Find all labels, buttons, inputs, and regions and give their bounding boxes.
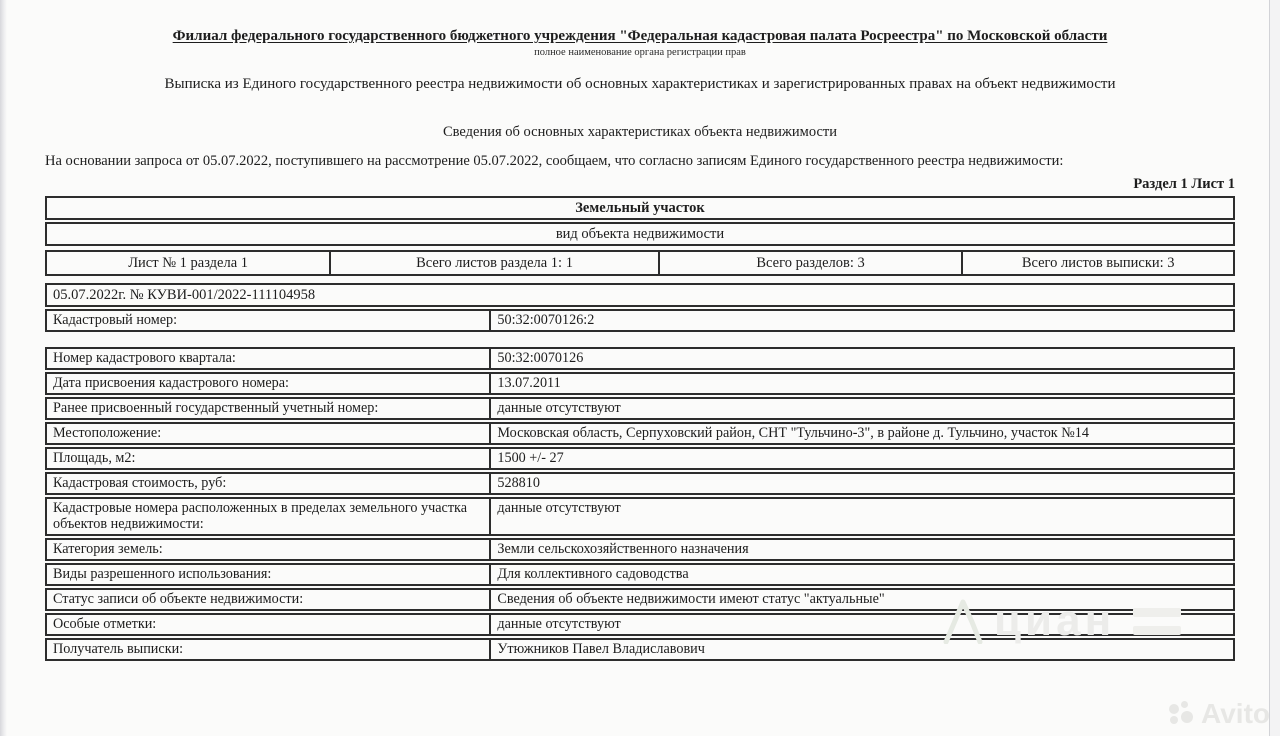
cadastral-number-row: [45, 309, 1235, 332]
main-characteristics-table: [45, 347, 1235, 661]
sheet-info-cell: Всего листов раздела 1: 1: [329, 252, 658, 274]
row-label: Местоположение:: [53, 425, 162, 441]
table-row: [45, 397, 1235, 420]
org-caption: полное наименование органа регистрации прав: [534, 47, 746, 58]
sheet-info-cell: Всего листов выписки: 3: [961, 252, 1233, 274]
request-info-table: [45, 283, 1235, 332]
table-row: [45, 447, 1235, 470]
row-value: Московская область, Серпуховский район, СНТ "Тульчино-3", в районе д. Тульчино, участок №14: [489, 424, 1233, 443]
table-row: [45, 472, 1235, 495]
row-value: данные отсутствуют: [489, 399, 1233, 418]
document-content: [45, 0, 1235, 661]
avito-dots-icon: [1169, 701, 1195, 727]
row-label: Особые отметки:: [53, 616, 157, 632]
table-row: [45, 347, 1235, 370]
table-row: [45, 613, 1235, 636]
row-label: Виды разрешенного использования:: [53, 566, 272, 582]
sheet-label: Раздел 1 Лист 1: [1133, 176, 1235, 192]
doc-title: Выписка из Единого государственного реестра недвижимости об основных характеристиках и зарегистрированных правах на объект недвижимости: [164, 76, 1116, 92]
row-value: 528810: [489, 474, 1233, 493]
row-label: Категория земель:: [53, 541, 163, 557]
table-row: [45, 563, 1235, 586]
row-value: 13.07.2011: [489, 374, 1233, 393]
row-value: 1500 +/- 27: [489, 449, 1233, 468]
row-value: данные отсутствуют: [489, 615, 1233, 634]
row-label: Площадь, м2:: [53, 450, 136, 466]
row-value: данные отсутствуют: [489, 499, 1233, 534]
request-line: На основании запроса от 05.07.2022, поступившего на рассмотрение 05.07.2022, сообщаем, что согласно записям Единого государственного реестра недвижимости:: [45, 153, 1064, 169]
object-type-caption: вид объекта недвижимости: [45, 222, 1235, 246]
row-value: Сведения об объекте недвижимости имеют статус "актуальные": [489, 590, 1233, 609]
request-number-line: 05.07.2022г. № КУВИ-001/2022-111104958: [45, 283, 1235, 307]
row-value: Утюжников Павел Владиславович: [489, 640, 1233, 659]
row-label: Дата присвоения кадастрового номера:: [53, 375, 289, 391]
row-label: Номер кадастрового квартала:: [53, 350, 236, 366]
table-row: [45, 538, 1235, 561]
row-value: 50:32:0070126:2: [489, 311, 1233, 330]
table-row: [45, 372, 1235, 395]
org-title: Филиал федерального государственного бюджетного учреждения "Федеральная кадастровая палата Росреестра" по Московской области: [172, 28, 1108, 44]
table-row: [45, 497, 1235, 536]
sheet-info-table: [45, 250, 1235, 276]
scan-left-edge: [0, 0, 7, 736]
row-label: Кадастровый номер:: [53, 312, 178, 328]
row-value: Земли сельскохозяйственного назначения: [489, 540, 1233, 559]
row-label: Ранее присвоенный государственный учетный номер:: [53, 400, 379, 416]
avito-watermark-text: Avito: [1201, 698, 1270, 729]
scan-right-edge: [1269, 0, 1280, 736]
row-value: 50:32:0070126: [489, 349, 1233, 368]
row-label: Получатель выписки:: [53, 641, 184, 657]
sheet-info-cell: Лист № 1 раздела 1: [128, 255, 249, 271]
section-title: Сведения об основных характеристиках объекта недвижимости: [442, 124, 838, 140]
sheet-info-cell: Всего разделов: 3: [658, 252, 962, 274]
row-label: Статус записи об объекте недвижимости:: [53, 591, 304, 607]
row-label: Кадастровая стоимость, руб:: [53, 475, 227, 491]
object-type-value: Земельный участок: [45, 196, 1235, 220]
sheet-info-row: [45, 250, 1235, 276]
cian-watermark-text: циан: [994, 596, 1116, 645]
table-row: [45, 422, 1235, 445]
row-value: Для коллективного садоводства: [489, 565, 1233, 584]
table-row: [45, 638, 1235, 661]
table-row: [45, 588, 1235, 611]
object-type-table: [45, 196, 1235, 246]
avito-watermark: [1169, 698, 1270, 730]
row-label: Кадастровые номера расположенных в пределах земельного участка объектов недвижимости:: [53, 500, 468, 532]
